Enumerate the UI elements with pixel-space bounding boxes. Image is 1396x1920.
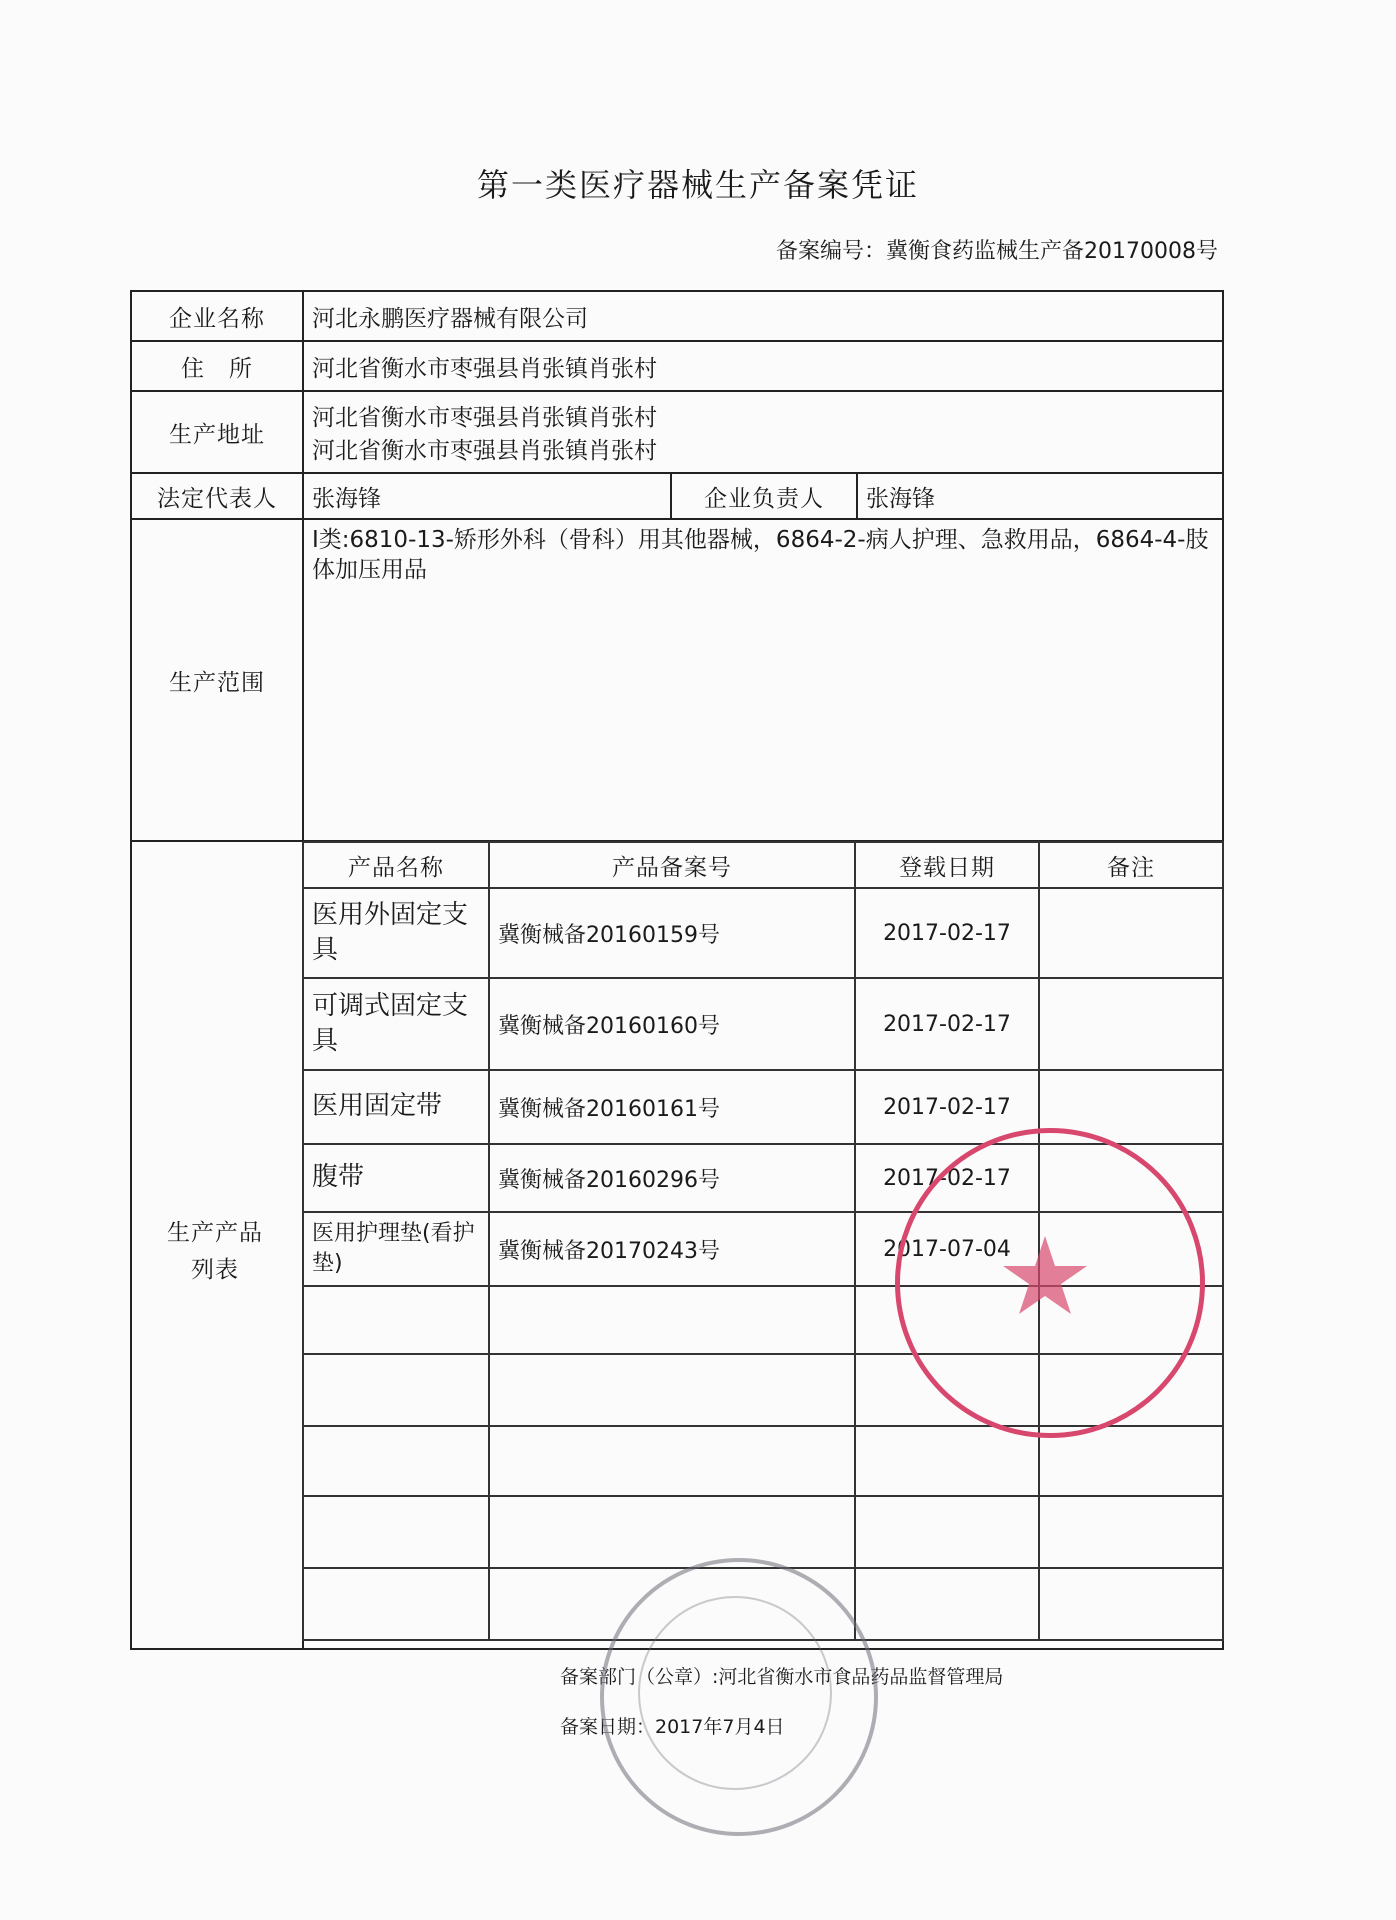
head-label: 企业负责人 — [671, 473, 857, 519]
product-date: 2017-02-17 — [855, 888, 1039, 978]
product-list-label — [150, 1215, 280, 1289]
product-record: 冀衡械备20160159号 — [489, 888, 855, 978]
product-record: 冀衡械备20160296号 — [489, 1144, 855, 1212]
table-row — [303, 978, 1223, 1070]
product-note — [1039, 978, 1223, 1070]
company-value: 河北永鹏医疗器械有限公司 — [303, 291, 1223, 341]
product-list-label-line-1: 生产产品 — [167, 1220, 263, 1246]
company-seal-stamp — [895, 1128, 1205, 1438]
authority-seal-ring-icon — [600, 1558, 870, 1828]
filing-department: 备案部门（公章）:河北省衡水市食品药品监督管理局 — [560, 1666, 1004, 1688]
header-note: 备注 — [1039, 842, 1223, 888]
scope-label: 生产范围 — [131, 519, 303, 841]
product-name: 医用外固定支具 — [303, 888, 489, 978]
address-line-1: 河北省衡水市枣强县肖张镇肖张村 — [312, 405, 657, 431]
company-label: 企业名称 — [131, 291, 303, 341]
product-record: 冀衡械备20160161号 — [489, 1070, 855, 1144]
authority-seal-stamp — [600, 1558, 878, 1836]
product-name: 腹带 — [303, 1144, 489, 1212]
product-date: 2017-02-17 — [855, 978, 1039, 1070]
table-row — [303, 888, 1223, 978]
product-name: 医用固定带 — [303, 1070, 489, 1144]
header-product-name: 产品名称 — [303, 842, 489, 888]
product-record: 冀衡械备20170243号 — [489, 1212, 855, 1286]
product-name: 可调式固定支具 — [303, 978, 489, 1070]
address-label: 生产地址 — [131, 391, 303, 473]
product-record: 冀衡械备20160160号 — [489, 978, 855, 1070]
empty-row — [303, 1426, 1223, 1496]
page-title: 第一类医疗器械生产备案凭证 — [476, 166, 919, 204]
product-date: 2017-02-17 — [855, 1070, 1039, 1144]
legal-rep-label: 法定代表人 — [131, 473, 303, 519]
legal-rep-value: 张海锋 — [303, 473, 671, 519]
header-date: 登载日期 — [855, 842, 1039, 888]
residence-label: 住 所 — [131, 341, 303, 391]
filing-date: 备案日期：2017年7月4日 — [560, 1716, 785, 1738]
product-name: 医用护理垫(看护垫) — [303, 1212, 489, 1286]
head-value: 张海锋 — [857, 473, 1223, 519]
product-date: 2017-07-04 — [855, 1212, 1039, 1286]
product-list-label-line-2: 列表 — [191, 1256, 239, 1283]
scope-value: Ⅰ类:6810-13-矫形外科（骨科）用其他器械，6864-2-病人护理、急救用品，6864-4-肢体加压用品 — [303, 519, 1223, 841]
company-seal-star-icon — [895, 1128, 1195, 1428]
address-value — [303, 391, 1223, 473]
header-record-no: 产品备案号 — [489, 842, 855, 888]
address-line-2: 河北省衡水市枣强县肖张镇肖张村 — [312, 438, 657, 464]
residence-value: 河北省衡水市枣强县肖张镇肖张村 — [303, 341, 1223, 391]
product-date: 2017-02-17 — [855, 1144, 1039, 1212]
record-number: 备案编号：冀衡食药监械生产备20170008号 — [776, 239, 1218, 264]
product-note — [1039, 888, 1223, 978]
